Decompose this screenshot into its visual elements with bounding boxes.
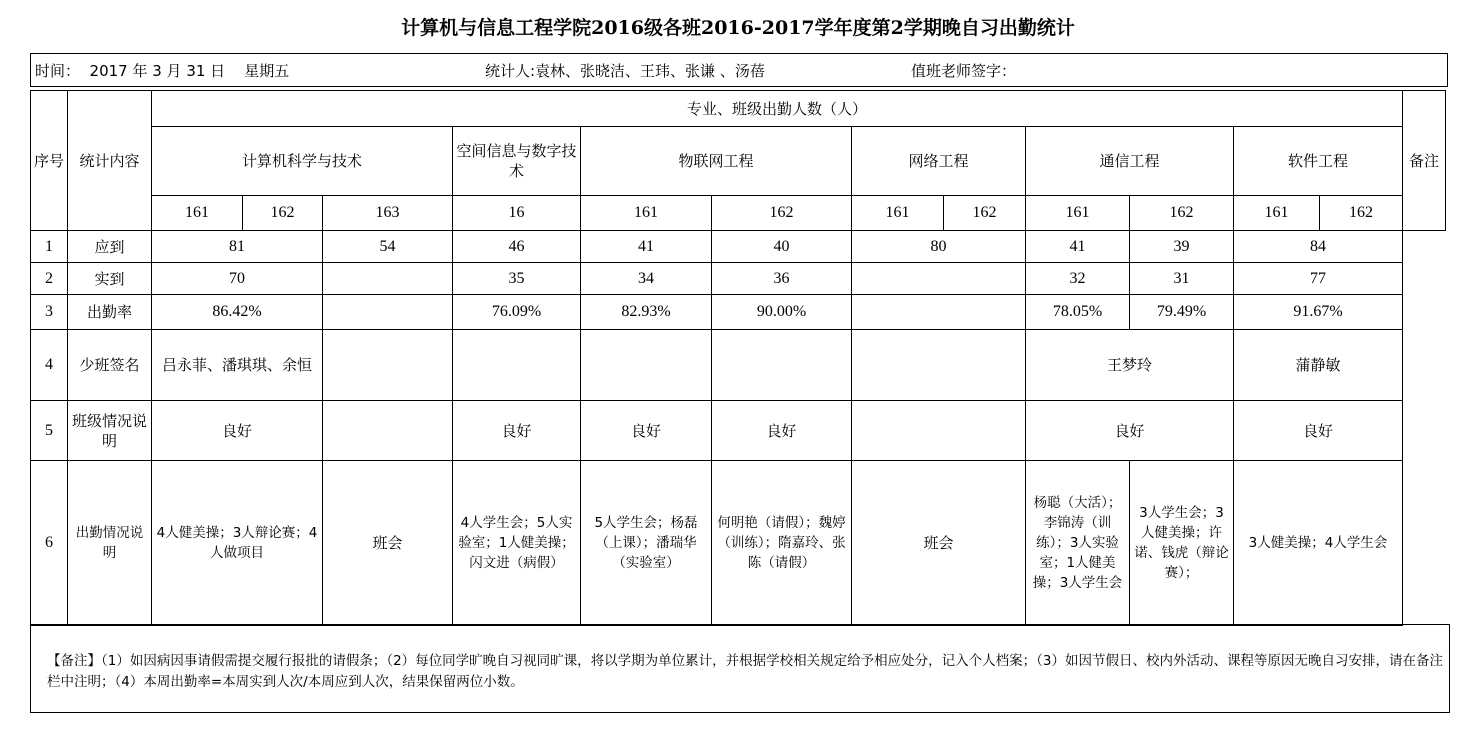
cell-iot-161: 5人学生会；杨磊（上课）；潘瑞华（实验室）: [581, 461, 712, 626]
row-index: 2: [31, 263, 68, 295]
cell-remark: [1403, 295, 1446, 330]
table-row: [31, 263, 1446, 295]
cell-tel: 王梦玲: [1026, 330, 1234, 401]
cell-net: [852, 401, 1026, 461]
class-iot-161: 161: [581, 196, 712, 231]
header-remark: 备注: [1403, 91, 1446, 231]
cell-spatial-16: 35: [453, 263, 581, 295]
cell-cs-163: [323, 295, 453, 330]
cell-net: [852, 295, 1026, 330]
cell-spatial-16: [453, 330, 581, 401]
header-index: 序号: [31, 91, 68, 231]
cell-spatial-16: 46: [453, 231, 581, 263]
cell-remark: [1403, 263, 1446, 295]
row-index: 3: [31, 295, 68, 330]
cell-cs-161-162: 良好: [152, 401, 323, 461]
row-index: 6: [31, 461, 68, 626]
cell-remark: [1403, 231, 1446, 263]
class-net-162: 162: [944, 196, 1026, 231]
major-cs: 计算机科学与技术: [152, 127, 453, 196]
header-group: 专业、班级出勤人数（人）: [152, 91, 1403, 127]
cell-tel-162: 31: [1130, 263, 1234, 295]
row-index: 1: [31, 231, 68, 263]
major-software: 软件工程: [1234, 127, 1403, 196]
cell-tel: 良好: [1026, 401, 1234, 461]
date-text: 时间： 2017 年 3 月 31 日 星期五: [35, 62, 290, 80]
notes-box: [30, 624, 1450, 713]
major-telecom: 通信工程: [1026, 127, 1234, 196]
cell-remark: [1403, 461, 1446, 626]
page-title: 计算机与信息工程学院2016级各班2016-2017学年度第2学期晚自习出勤统计: [401, 17, 1075, 39]
cell-net: 班会: [852, 461, 1026, 626]
cell-iot-162: 良好: [712, 401, 852, 461]
cell-iot-161: 34: [581, 263, 712, 295]
cell-sw: 77: [1234, 263, 1403, 295]
teacher-sign-label: 值班老师签字：: [911, 62, 1017, 80]
cell-net: [852, 330, 1026, 401]
row-index: 5: [31, 401, 68, 461]
cell-iot-162: 何明艳（请假）；魏婷（训练）；隋嘉玲、张陈（请假）: [712, 461, 852, 626]
cell-cs-163: 班会: [323, 461, 453, 626]
cell-remark: [1403, 330, 1446, 401]
cell-remark: [1403, 401, 1446, 461]
row-label: 班级情况说明: [68, 401, 152, 461]
cell-sw: 84: [1234, 231, 1403, 263]
class-spatial-16: 16: [453, 196, 581, 231]
cell-sw: 3人健美操；4人学生会: [1234, 461, 1403, 626]
row-label: 应到: [68, 231, 152, 263]
class-iot-162: 162: [712, 196, 852, 231]
cell-cs-163: [323, 263, 453, 295]
table-row: [31, 401, 1446, 461]
cell-iot-162: 36: [712, 263, 852, 295]
notes-text: 【备注】（1）如因病因事请假需提交履行报批的请假条；（2）每位同学旷晚自习视同旷课，将以学期为单位累计，并根据学校相关规定给予相应处分，记入个人档案；（3）如因节假日、校内外活动、课程等原因无晚自习安排，请在备注栏中注明；（4）本周出勤率=本周实到人次/本周应到人次，结果保留两位小数。: [47, 653, 1444, 690]
cell-iot-161: [581, 330, 712, 401]
cell-cs-161-162: 吕永菲、潘琪琪、余恒: [152, 330, 323, 401]
class-sw-161: 161: [1234, 196, 1320, 231]
row-index: 4: [31, 330, 68, 401]
info-row: [30, 53, 1448, 87]
table-row: [31, 461, 1446, 626]
class-tel-161: 161: [1026, 196, 1130, 231]
cell-tel-162: 3人学生会；3人健美操；许诺、钱虎（辩论赛）；: [1130, 461, 1234, 626]
header-content: 统计内容: [68, 91, 152, 231]
cell-spatial-16: 76.09%: [453, 295, 581, 330]
cell-cs-161-162: 86.42%: [152, 295, 323, 330]
cell-spatial-16: 良好: [453, 401, 581, 461]
row-label: 实到: [68, 263, 152, 295]
cell-tel-161: 杨聪（大活）；李锦涛（训练）；3人实验室；1人健美操；3人学生会: [1026, 461, 1130, 626]
cell-cs-161-162: 70: [152, 263, 323, 295]
cell-sw: 91.67%: [1234, 295, 1403, 330]
cell-cs-163: 54: [323, 231, 453, 263]
cell-net: 80: [852, 231, 1026, 263]
class-cs-163: 163: [323, 196, 453, 231]
major-spatial: 空间信息与数字技术: [453, 127, 581, 196]
cell-sw: 良好: [1234, 401, 1403, 461]
cell-iot-161: 良好: [581, 401, 712, 461]
cell-tel-162: 39: [1130, 231, 1234, 263]
cell-tel-161: 41: [1026, 231, 1130, 263]
row-label: 出勤率: [68, 295, 152, 330]
table-row: [31, 231, 1446, 263]
cell-iot-162: 40: [712, 231, 852, 263]
cell-cs-161-162: 4人健美操；3人辩论赛；4人做项目: [152, 461, 323, 626]
cell-net: [852, 263, 1026, 295]
class-cs-161: 161: [152, 196, 243, 231]
table-row: [31, 330, 1446, 401]
table-row: [31, 295, 1446, 330]
cell-spatial-16: 4人学生会；5人实验室；1人健美操；闪文进（病假）: [453, 461, 581, 626]
cell-iot-161: 82.93%: [581, 295, 712, 330]
cell-iot-162: 90.00%: [712, 295, 852, 330]
cell-cs-161-162: 81: [152, 231, 323, 263]
class-net-161: 161: [852, 196, 944, 231]
cell-cs-163: [323, 330, 453, 401]
cell-cs-163: [323, 401, 453, 461]
cell-iot-162: [712, 330, 852, 401]
class-tel-162: 162: [1130, 196, 1234, 231]
class-cs-162: 162: [243, 196, 323, 231]
attendance-table: [30, 90, 1446, 626]
class-sw-162: 162: [1320, 196, 1403, 231]
row-label: 出勤情况说明: [68, 461, 152, 626]
cell-tel-161: 32: [1026, 263, 1130, 295]
cell-tel-162: 79.49%: [1130, 295, 1234, 330]
cell-iot-161: 41: [581, 231, 712, 263]
cell-sw: 蒲静敏: [1234, 330, 1403, 401]
stats-people-text: 统计人:袁林、张晓洁、王玮、张谦 、汤蓓: [485, 62, 765, 80]
cell-tel-161: 78.05%: [1026, 295, 1130, 330]
major-iot: 物联网工程: [581, 127, 852, 196]
row-label: 少班签名: [68, 330, 152, 401]
major-network: 网络工程: [852, 127, 1026, 196]
